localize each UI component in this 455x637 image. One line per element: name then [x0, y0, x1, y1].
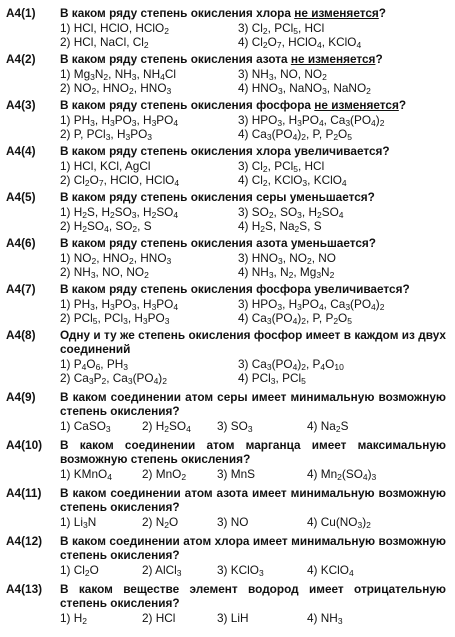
answer-option: 2) P, PCl$_3$, $H_3PO_3$ [60, 127, 153, 142]
answer-option: 4) $NH_3$, $N_2$, $Mg_3N_2$ [238, 265, 335, 280]
question-block [6, 486, 446, 529]
question-text: Одну и ту же степень окисления фосфор имеет в каждом из двух соединений [60, 328, 446, 356]
answer-option: 4) $Ca_3(PO_4)_2$, P, $P_2O_5$ [238, 311, 352, 326]
answer-options [60, 297, 446, 325]
answer-option: 1) KMnO$_4$ [60, 467, 112, 482]
answer-options [60, 159, 446, 187]
question-number: A4(12) [6, 534, 43, 548]
answer-option: 4) KClO$_4$ [307, 563, 354, 578]
answer-option: 1) HCl, KCl, AgCl [60, 159, 151, 173]
question-number: A4(13) [6, 582, 43, 596]
answer-option: 1) $Cl_2O$ [60, 563, 99, 578]
question-text: В каком ряду степень окисления азота не изменяется? [60, 52, 383, 66]
question-block [6, 282, 446, 325]
question-block [6, 438, 446, 481]
question-block [6, 236, 446, 279]
answer-option: 4) $Cl_2O_7$, HClO$_4$, KClO$_4$ [238, 35, 362, 50]
answer-options [60, 419, 446, 433]
question-block [6, 98, 446, 141]
question-number: A4(10) [6, 438, 43, 452]
answer-option: 2) $NO_2$, $HNO_2$, $HNO_3$ [60, 81, 172, 96]
answer-option: 4) $Mn_2(SO_4)_3$ [307, 467, 377, 482]
question-number: A4(1) [6, 6, 36, 20]
answer-option: 3) KClO$_3$ [217, 563, 264, 578]
answer-option: 4) PCl$_3$, PCl$_5$ [238, 371, 306, 386]
answer-option: 3) $Cl_2$, PCl$_5$, HCl [238, 159, 325, 174]
answer-options [60, 357, 446, 385]
answer-option: 2) $H_2SO_4$, $SO_2$, S [60, 219, 152, 234]
answer-option: 4) $NH_3$ [307, 611, 343, 626]
answer-option: 1) CaSO$_3$ [60, 419, 111, 434]
answer-option: 3) $SO_3$ [217, 419, 253, 434]
answer-option: 1) $P_4O_6$, $PH_3$ [60, 357, 128, 372]
answer-option: 4) $Ca_3(PO_4)_2$, P, $P_2O_5$ [238, 127, 352, 142]
answer-option: 1) $Li_3N$ [60, 515, 97, 530]
question-block [6, 534, 446, 577]
answer-option: 1) $PH_3$, $H_3PO_3$, $H_3PO_4$ [60, 297, 179, 312]
answer-option: 3) NO [217, 515, 249, 529]
question-block [6, 328, 446, 385]
answer-options [60, 205, 446, 233]
answer-option: 3) $Ca_3(PO_4)_2$, $P_4O_{10}$ [238, 357, 344, 372]
question-text: В каком ряду степень окисления азота уменьшается? [60, 236, 377, 250]
answer-option: 3) $NH_3$, NO, $NO_2$ [238, 67, 327, 82]
answer-option: 1) $H_2$ [60, 611, 88, 626]
answer-options [60, 67, 446, 95]
question-text: В каком ряду степень окисления фосфора не изменяется? [60, 98, 407, 112]
question-block [6, 144, 446, 187]
question-number: A4(9) [6, 390, 36, 404]
question-number: A4(6) [6, 236, 36, 250]
answer-option: 4) $Cu(NO_3)_2$ [307, 515, 371, 530]
question-text: В каком ряду степень окисления хлора увеличивается? [60, 144, 390, 158]
answer-option: 2) $N_2O$ [142, 515, 179, 530]
answer-option: 3) $SO_2$, $SO_3$, $H_2SO_4$ [238, 205, 344, 220]
question-number: A4(8) [6, 328, 36, 342]
answer-option: 4) $H_2S$, $Na_2S$, S [238, 219, 322, 234]
question-text: В каком соединении атом азота имеет минимальную возможную степень окисления? [60, 486, 446, 514]
answer-option: 3) $Cl_2$, PCl$_5$, HCl [238, 21, 325, 36]
answer-option: 1) $H_2S$, $H_2SO_3$, $H_2SO_4$ [60, 205, 179, 220]
question-number: A4(2) [6, 52, 36, 66]
question-number: A4(5) [6, 190, 36, 204]
answer-options [60, 113, 446, 141]
answer-options [60, 251, 446, 279]
answer-option: 2) MnO$_2$ [142, 467, 187, 482]
question-text: В каком веществе элемент водород имеет отрицательную степень окисления? [60, 582, 446, 610]
question-text: В каком соединении атом марганца имеет максимальную возможную степень окисления? [60, 438, 446, 466]
answer-option: 2) $Cl_2O_7$, HClO, HClO$_4$ [60, 173, 180, 188]
question-block [6, 52, 446, 95]
answer-option: 3) LiH [217, 611, 249, 625]
answer-option: 2) HCl [142, 611, 176, 625]
question-text: В каком соединении атом хлора имеет минимальную возможную степень окисления? [60, 534, 446, 562]
answer-option: 2) $Ca_3P_2$, $Ca_3(PO_4)_2$ [60, 371, 167, 386]
answer-options [60, 21, 446, 49]
emphasis-text: не изменяется [290, 52, 376, 66]
answer-option: 3) $HPO_3$, $H_3PO_4$, $Ca_3(PO_4)_2$ [238, 297, 385, 312]
answer-option: 1) HCl, HClO, HClO$_2$ [60, 21, 169, 36]
question-number: A4(4) [6, 144, 36, 158]
answer-option: 3) $HPO_3$, $H_3PO_4$, $Ca_3(PO_4)_2$ [238, 113, 385, 128]
answer-option: 1) $PH_3$, $H_3PO_3$, $H_3PO_4$ [60, 113, 179, 128]
answer-option: 4) $Na_2S$ [307, 419, 349, 434]
answer-option: 2) AlCl$_3$ [142, 563, 182, 578]
answer-option: 2) PCl$_5$, PCl$_3$, $H_3PO_3$ [60, 311, 170, 326]
emphasis-text: не изменяется [314, 98, 399, 112]
worksheet [6, 6, 446, 630]
answer-options [60, 563, 446, 577]
answer-option: 1) $NO_2$, $HNO_2$, $HNO_3$ [60, 251, 172, 266]
question-block [6, 6, 446, 49]
answer-option: 2) $H_2SO_4$ [142, 419, 191, 434]
answer-option: 2) $NH_3$, NO, $NO_2$ [60, 265, 149, 280]
emphasis-text: не изменяется [294, 6, 379, 20]
answer-options [60, 515, 446, 529]
question-number: A4(7) [6, 282, 36, 296]
answer-option: 3) $HNO_3$, $NO_2$, NO [238, 251, 336, 266]
answer-option: 1) $Mg_3N_2$, $NH_3$, $NH_4Cl$ [60, 67, 176, 82]
question-text: В каком ряду степень окисления серы уменьшается? [60, 190, 375, 204]
question-text: В каком соединении атом серы имеет минимальную возможную степень окисления? [60, 390, 446, 418]
question-block [6, 390, 446, 433]
question-number: A4(11) [6, 486, 42, 500]
answer-option: 2) HCl, NaCl, $Cl_2$ [60, 35, 149, 50]
answer-option: 4) $Cl_2$, KClO$_3$, KClO$_4$ [238, 173, 347, 188]
question-block [6, 582, 446, 625]
answer-option: 3) MnS [217, 467, 256, 481]
answer-option: 4) $HNO_3$, NaNO$_3$, NaNO$_2$ [238, 81, 371, 96]
answer-options [60, 467, 446, 481]
question-block [6, 190, 446, 233]
answer-options [60, 611, 446, 625]
question-number: A4(3) [6, 98, 36, 112]
question-text: В каком ряду степень окисления хлора не изменяется? [60, 6, 387, 20]
question-text: В каком ряду степень окисления фосфора увеличивается? [60, 282, 410, 296]
